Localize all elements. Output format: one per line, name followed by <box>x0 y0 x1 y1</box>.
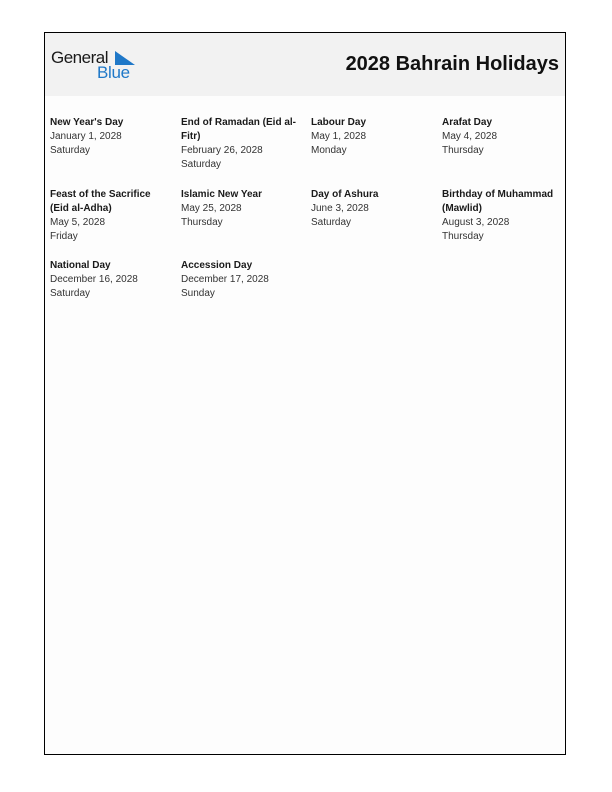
holiday-date: May 4, 2028 <box>442 131 498 142</box>
holiday-name: Labour Day <box>311 117 367 128</box>
holiday-item <box>50 116 172 158</box>
holiday-name: Day of Ashura <box>311 189 379 200</box>
page-title: 2028 Bahrain Holidays <box>345 53 559 75</box>
holiday-weekday: Sunday <box>181 288 215 299</box>
holiday-item <box>50 188 172 244</box>
holiday-name: End of Ramadan (Eid al-Fitr) <box>181 117 297 142</box>
holiday-item <box>181 116 303 172</box>
holiday-weekday: Thursday <box>442 231 484 242</box>
holiday-name: Birthday of Muhammad (Mawlid) <box>442 189 554 214</box>
holiday-date: May 1, 2028 <box>311 131 367 142</box>
holiday-date: May 5, 2028 <box>50 217 106 228</box>
holiday-name: Islamic New Year <box>181 189 262 200</box>
holiday-weekday: Friday <box>50 231 78 242</box>
holiday-weekday: Saturday <box>181 159 222 170</box>
holiday-item <box>442 116 564 158</box>
holiday-date: August 3, 2028 <box>442 217 510 228</box>
holiday-date: June 3, 2028 <box>311 203 369 214</box>
holiday-item <box>181 259 303 301</box>
holiday-date: January 1, 2028 <box>50 131 122 142</box>
holiday-name: Arafat Day <box>442 117 493 128</box>
logo-text-blue: Blue <box>97 63 130 82</box>
holiday-weekday: Saturday <box>50 145 91 156</box>
holiday-weekday: Saturday <box>50 288 91 299</box>
holiday-date: February 26, 2028 <box>181 145 263 156</box>
holiday-item <box>442 188 564 244</box>
holiday-weekday: Monday <box>311 145 347 156</box>
holiday-date: December 17, 2028 <box>181 274 269 285</box>
holiday-date: May 25, 2028 <box>181 203 242 214</box>
holiday-weekday: Saturday <box>311 217 352 228</box>
holiday-weekday: Thursday <box>442 145 484 156</box>
holiday-name: Feast of the Sacrifice (Eid al-Adha) <box>50 189 151 214</box>
logo-text-general: General <box>51 48 108 67</box>
holiday-item <box>181 188 303 230</box>
holiday-item <box>311 188 433 230</box>
holiday-item <box>50 259 172 301</box>
holiday-item <box>311 116 433 158</box>
holiday-date: December 16, 2028 <box>50 274 138 285</box>
holiday-weekday: Thursday <box>181 217 223 228</box>
holiday-name: National Day <box>50 260 111 271</box>
generalblue-logo <box>51 48 141 84</box>
calendar-page <box>44 32 566 755</box>
page-header <box>45 33 565 96</box>
holiday-name: New Year's Day <box>50 117 124 128</box>
holiday-name: Accession Day <box>181 260 253 271</box>
